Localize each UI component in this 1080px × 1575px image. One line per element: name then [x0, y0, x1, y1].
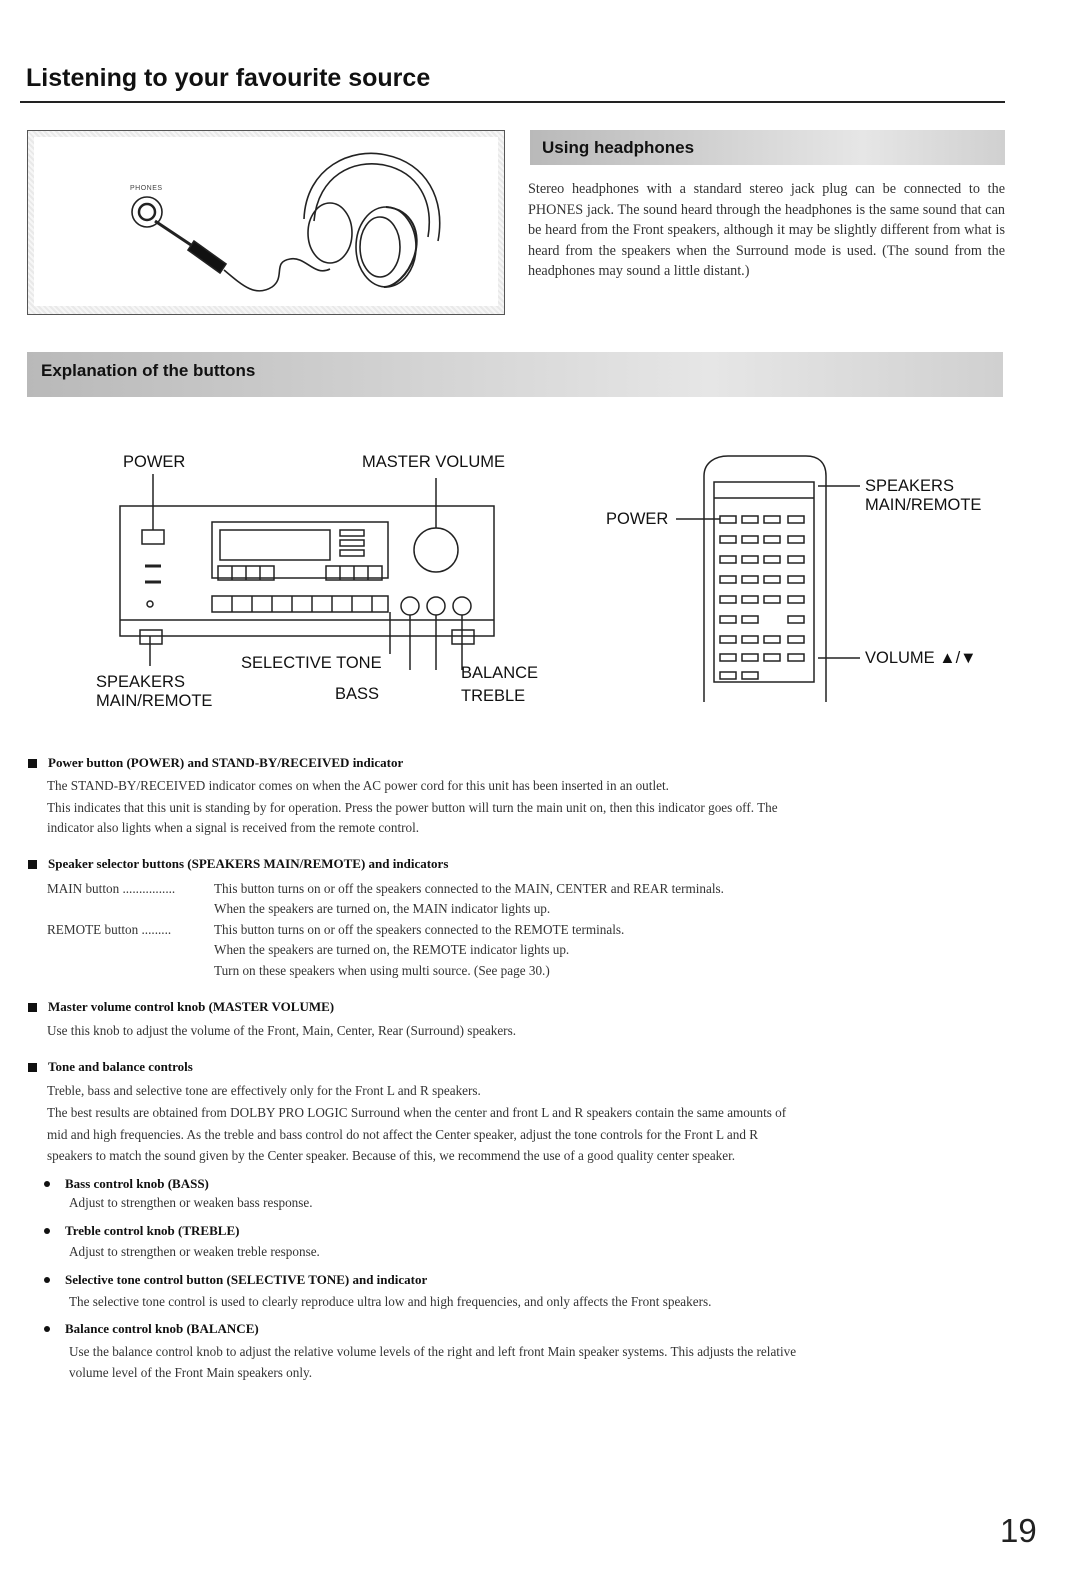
remote-button-line-2: When the speakers are turned on, the REMOTE indicator lights up.	[214, 942, 570, 957]
receiver-front-panel-diagram	[90, 470, 510, 670]
headphones-heading: Using headphones	[530, 130, 1005, 165]
label-balance: BALANCE	[461, 664, 539, 682]
bullet-dot-icon	[44, 1228, 50, 1234]
bullet-dot-icon	[44, 1326, 50, 1332]
bullet-square-icon	[28, 860, 37, 869]
main-button-label: MAIN button ................	[47, 881, 176, 896]
tone-line-4: speakers to match the sound given by the Center speaker. Because of this, we recommend the use of a good quality center speaker.	[47, 1148, 736, 1163]
label-remote-volume: VOLUME ▲/▼	[865, 649, 977, 667]
remote-button-label: REMOTE button .........	[47, 922, 172, 937]
power-line-2: This indicates that this unit is standing by for operation. Press the power button will turn the main unit on, then this indicator goes off. The	[47, 800, 778, 815]
main-button-line-2: When the speakers are turned on, the MAIN indicator lights up.	[214, 901, 551, 916]
bullet-dot-icon	[44, 1277, 50, 1283]
label-remote-main-remote: MAIN/REMOTE	[865, 496, 982, 514]
remote-button-row	[47, 919, 1005, 940]
tone-line-1: Treble, bass and selective tone are effectively only for the Front L and R speakers.	[47, 1083, 481, 1098]
title-rule	[20, 101, 1005, 103]
remote-button-line-1: This button turns on or off the speakers connected to the REMOTE terminals.	[214, 922, 625, 937]
balance-heading-text: Balance control knob (BALANCE)	[65, 1321, 259, 1336]
balance-line-2: volume level of the Front Main speakers only.	[69, 1365, 313, 1380]
page-number: 19	[1000, 1512, 1037, 1549]
section-tone-heading	[28, 1059, 193, 1075]
label-master-volume: MASTER VOLUME	[362, 453, 506, 471]
speaker-heading-text: Speaker selector buttons (SPEAKERS MAIN/REMOTE) and indicators	[48, 856, 449, 871]
selective-heading-text: Selective tone control button (SELECTIVE TONE) and indicator	[65, 1272, 428, 1287]
bullet-square-icon	[28, 1063, 37, 1072]
bullet-dot-icon	[44, 1181, 50, 1187]
tone-line-2: The best results are obtained from DOLBY PRO LOGIC Surround when the center and front L and R speakers contain the same amounts of	[47, 1105, 787, 1120]
tone-heading-text: Tone and balance controls	[48, 1059, 193, 1074]
selective-heading	[44, 1272, 427, 1288]
bullet-square-icon	[28, 1003, 37, 1012]
page-title: Listening to your favourite source	[26, 64, 431, 92]
treble-heading-text: Treble control knob (TREBLE)	[65, 1223, 240, 1238]
bullet-square-icon	[28, 759, 37, 768]
label-remote-speakers: SPEAKERS	[865, 477, 954, 495]
balance-line-1: Use the balance control knob to adjust the relative volume levels of the right and left front Main speaker systems. This adjusts the relative	[69, 1344, 797, 1359]
phones-jack-label: PHONES	[130, 185, 163, 192]
illustration-panel	[34, 137, 498, 306]
remote-control-diagram	[676, 452, 876, 710]
main-button-line-1: This button turns on or off the speakers connected to the MAIN, CENTER and REAR terminals.	[214, 881, 724, 896]
label-remote-power: POWER	[606, 510, 669, 528]
treble-heading	[44, 1223, 239, 1239]
remote-button-line-3: Turn on these speakers when using multi source. (See page 30.)	[214, 963, 550, 978]
label-power: POWER	[123, 453, 186, 471]
treble-line: Adjust to strengthen or weaken treble response.	[69, 1244, 320, 1259]
master-heading-text: Master volume control knob (MASTER VOLUME)	[48, 999, 335, 1014]
label-speakers: SPEAKERS	[96, 673, 185, 691]
buttons-heading: Explanation of the buttons	[27, 352, 1003, 397]
tone-line-3: mid and high frequencies. As the treble and bass control do not affect the Center speaker, adjust the tone controls for the Front L and R	[47, 1127, 759, 1142]
headphones-illustration	[27, 130, 505, 315]
master-line: Use this knob to adjust the volume of the Front, Main, Center, Rear (Surround) speakers.	[47, 1023, 517, 1038]
section-power-heading	[28, 755, 403, 771]
section-master-heading	[28, 999, 334, 1015]
headphones-paragraph: Stereo headphones with a standard stereo jack plug can be connected to the PHONES jack. The sound heard through the headphones is the same sound that can be heard from the Front speakers, although it may be slightly different from what is heard from the speakers when the Surround mode is used. (The sound from the headphones may sound a little distant.)	[528, 181, 1005, 280]
power-heading-text: Power button (POWER) and STAND-BY/RECEIVED indicator	[48, 755, 404, 770]
main-button-row	[47, 878, 1005, 899]
bass-line: Adjust to strengthen or weaken bass response.	[69, 1195, 313, 1210]
balance-heading	[44, 1321, 259, 1337]
selective-line: The selective tone control is used to clearly reproduce ultra low and high frequencies, and only affects the Front speakers.	[69, 1294, 712, 1309]
power-line-3: indicator also lights when a signal is received from the remote control.	[47, 820, 420, 835]
label-selective-tone: SELECTIVE TONE	[241, 654, 382, 672]
headphones-icon	[34, 137, 498, 306]
label-treble: TREBLE	[461, 687, 526, 705]
label-main-remote: MAIN/REMOTE	[96, 692, 213, 710]
section-speaker-heading	[28, 856, 448, 872]
label-bass: BASS	[335, 685, 380, 703]
bass-heading	[44, 1176, 209, 1192]
bass-heading-text: Bass control knob (BASS)	[65, 1176, 209, 1191]
power-line-1: The STAND-BY/RECEIVED indicator comes on when the AC power cord for this unit has been inserted in an outlet.	[47, 778, 669, 793]
